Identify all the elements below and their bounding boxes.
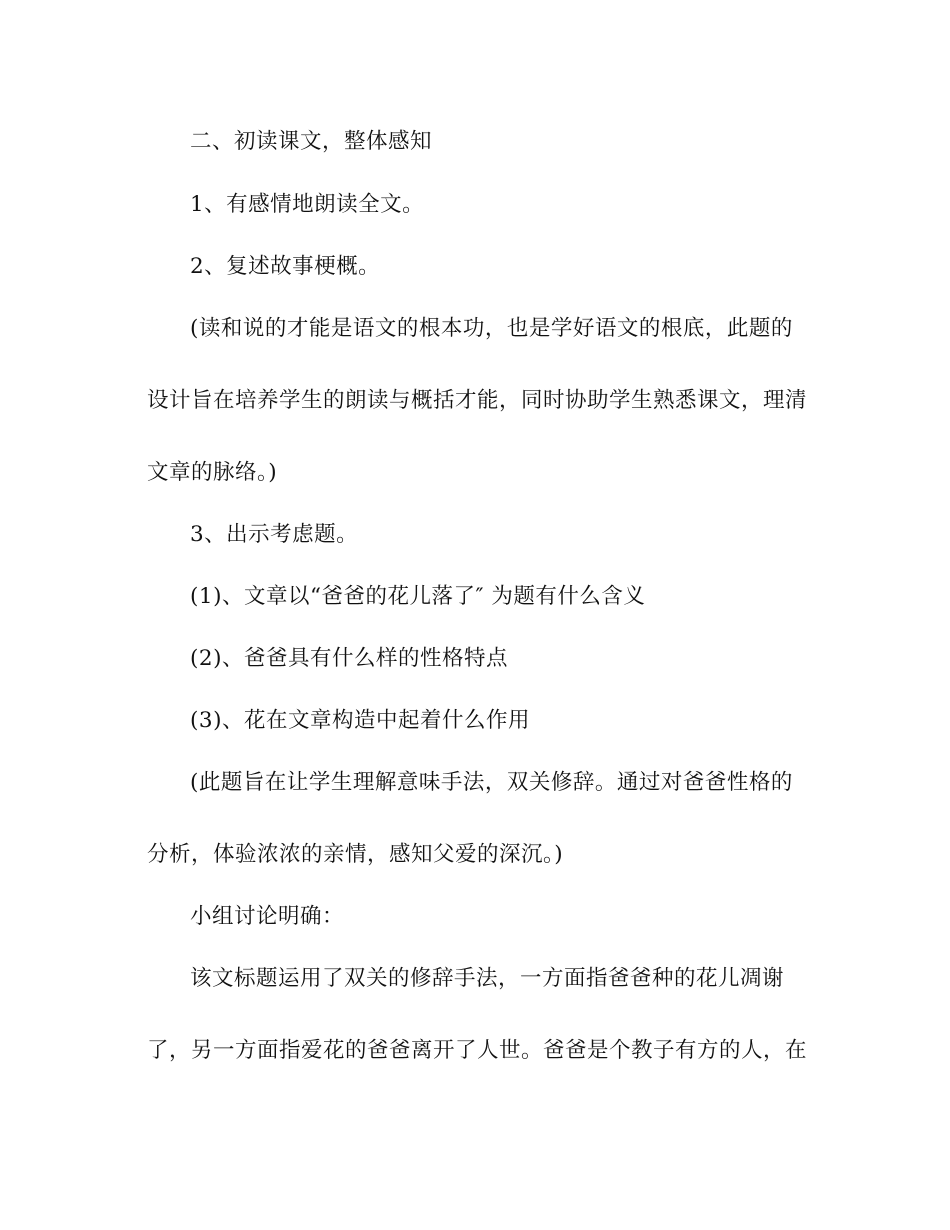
discussion-heading: 小组讨论明确： xyxy=(190,904,345,929)
question-1-text: (1)、文章以“爸爸的花儿落了″ 为题有什么含义 xyxy=(190,584,646,609)
paragraph-line: 该文标题运用了双关的修辞手法，一方面指爸爸种的花儿凋谢 xyxy=(190,966,785,991)
question-2-text: (2)、爸爸具有什么样的性格特点 xyxy=(190,646,508,671)
paragraph-line: 文章的脉络。) xyxy=(147,460,278,485)
paragraph-line: (此题旨在让学生理解意味手法，双关修辞。通过对爸爸性格的 xyxy=(190,770,793,795)
step-3-text: 3、出示考虑题。 xyxy=(190,522,359,547)
paragraph-line: 分析，体验浓浓的亲情，感知父爱的深沉。) xyxy=(147,842,564,867)
paragraph-line: (读和说的才能是语文的根本功，也是学好语文的根底，此题的 xyxy=(190,316,793,341)
section-heading: 二、初读课文，整体感知 xyxy=(190,129,433,154)
step-1-text: 1、有感情地朗读全文。 xyxy=(190,192,425,217)
question-3-text: (3)、花在文章构造中起着什么作用 xyxy=(190,708,530,733)
paragraph-line: 设计旨在培养学生的朗读与概括才能，同时协助学生熟悉课文，理清 xyxy=(147,388,808,413)
paragraph-line: 了，另一方面指爱花的爸爸离开了人世。爸爸是个教子有方的人，在 xyxy=(147,1038,808,1063)
step-2-text: 2、复述故事梗概。 xyxy=(190,254,381,279)
